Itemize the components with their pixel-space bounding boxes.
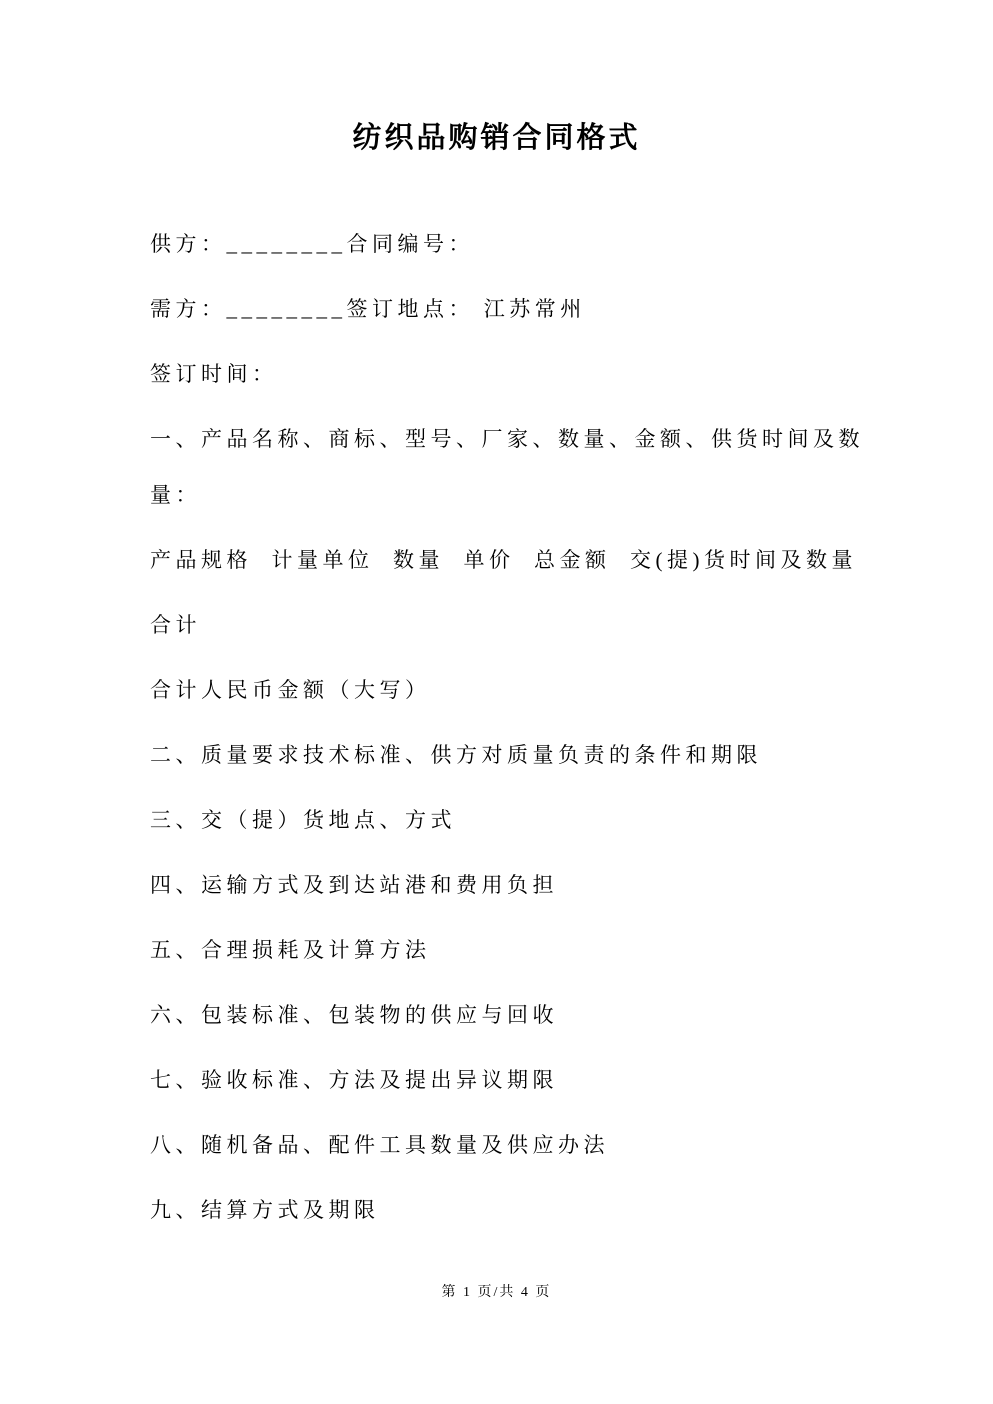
document-body: [150, 216, 930, 1238]
text-line: 签订时间：: [150, 362, 278, 386]
text-line: 量：: [150, 483, 201, 507]
para-clause-7: [150, 1052, 930, 1108]
text-line: 八、随机备品、配件工具数量及供应办法: [150, 1133, 609, 1157]
text-line: 三、交（提）货地点、方式: [150, 808, 456, 832]
para-clause-8: [150, 1117, 930, 1173]
document-title: 纺织品购销合同格式: [352, 122, 641, 154]
para-spec-header-line: [150, 532, 930, 588]
text-line: 七、验收标准、方法及提出异议期限: [150, 1068, 558, 1092]
para-total-line: [150, 597, 930, 653]
para-total-amount-line: [150, 662, 930, 718]
para-clause-3: [150, 792, 930, 848]
para-clause-4: [150, 857, 930, 913]
text-line: 六、包装标准、包装物的供应与回收: [150, 1003, 558, 1027]
text-line: 一、产品名称、商标、型号、厂家、数量、金额、供货时间及数: [150, 427, 864, 451]
text-line: 供方：________合同编号：: [150, 232, 474, 256]
text-line: 五、合理损耗及计算方法: [150, 938, 431, 962]
text-line: 产品规格 计量单位 数量 单价 总金额 交(提)货时间及数量: [150, 548, 857, 572]
para-clause-9: [150, 1182, 930, 1238]
para-buyer-line: [150, 281, 930, 337]
para-signing-time-line: [150, 346, 930, 402]
text-line: 九、结算方式及期限: [150, 1198, 380, 1222]
para-clause-6: [150, 987, 930, 1043]
para-clause-2: [150, 727, 930, 783]
text-line: 需方：________签订地点： 江苏常州: [150, 297, 586, 321]
text-line: 四、运输方式及到达站港和费用负担: [150, 873, 558, 897]
page-number-footer: 第 1 页/共 4 页: [441, 1285, 552, 1300]
text-line: 合计人民币金额（大写）: [150, 678, 431, 702]
text-line: 二、质量要求技术标准、供方对质量负责的条件和期限: [150, 743, 762, 767]
para-clause-1: [150, 411, 930, 523]
para-clause-5: [150, 922, 930, 978]
para-supplier-line: [150, 216, 930, 272]
text-line: 合计: [150, 613, 201, 637]
